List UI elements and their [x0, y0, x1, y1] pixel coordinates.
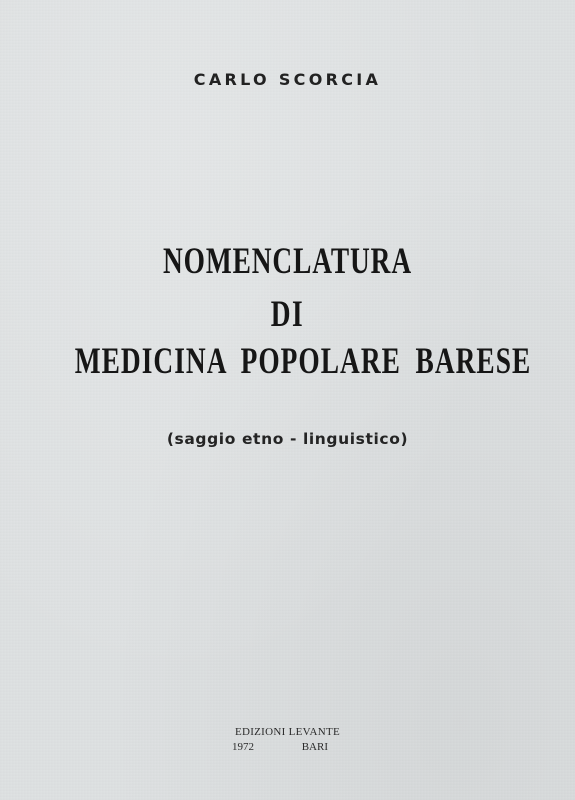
- imprint-line: [232, 741, 328, 753]
- title-line-1: NOMENCLATURA: [163, 241, 412, 282]
- title-line-3: MEDICINA POPOLARE BARESE: [74, 341, 532, 382]
- author-name: CARLO SCORCIA: [193, 70, 382, 89]
- title-line-2: DI: [270, 294, 305, 335]
- publication-year: 1972: [232, 741, 254, 753]
- publisher-name: EDIZIONI LEVANTE: [234, 726, 341, 738]
- publication-city: BARI: [301, 741, 328, 753]
- subtitle: (saggio etno - linguistico): [166, 430, 409, 448]
